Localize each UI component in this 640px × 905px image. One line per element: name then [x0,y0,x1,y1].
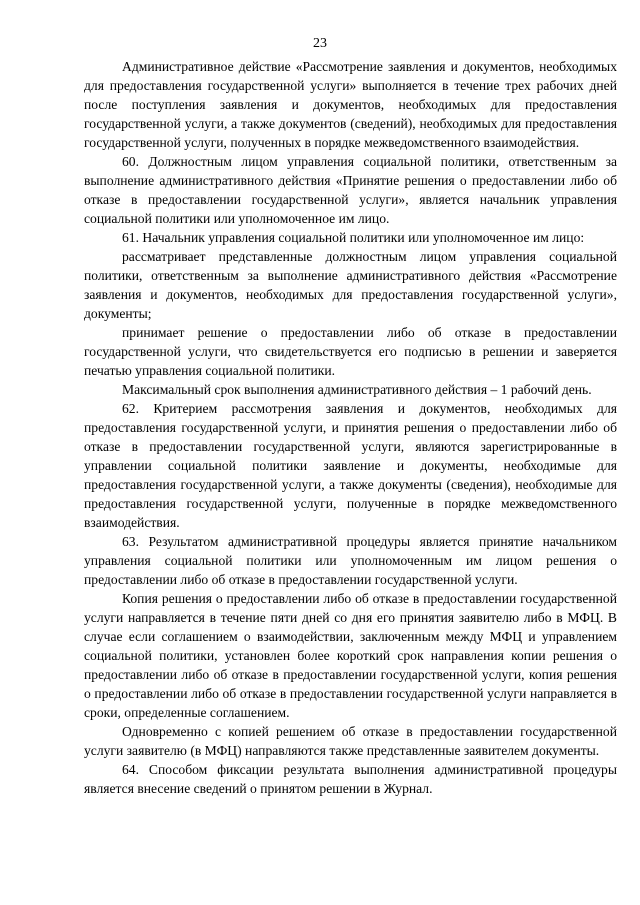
paragraph-review-action: Административное действие «Рассмотрение заявления и документов, необходимых для предоставления государственной услуги» выполняется в течение трех рабочих дней после поступления заявления и документов, необходимых для предоставления государственной услуги, а также документов (сведений), необходимых для предоставления государственной услуги, полученных в порядке межведомственного взаимодействия. [84,59,617,150]
paragraph-63: 63. Результатом административной процедуры является принятие начальником управления социальной политики или уполномоченным им лицом решения о предоставлении либо об отказе в предоставлении государственной услуги. [84,534,617,587]
paragraph-64: 64. Способом фиксации результата выполнения административной процедуры является внесение сведений о принятом решении в Журнал. [84,762,617,796]
paragraph-max-term: Максимальный срок выполнения административного действия – 1 рабочий день. [122,382,592,397]
paragraph-60: 60. Должностным лицом управления социальной политики, ответственным за выполнение административного действия «Принятие решения о предоставлении либо об отказе в предоставлении государственной услуги», является начальник управления социальной политики или уполномоченное им лицо. [84,154,617,226]
paragraph-61-item-decides: принимает решение о предоставлении либо об отказе в предоставлении государственной услуги, что свидетельствуется его подписью в решении и заверяется печатью управления социальной политики. [84,325,617,378]
paragraph-return-documents: Одновременно с копией решением об отказе в предоставлении государственной услуги заявителю (в МФЦ) направляются также представленные заявителем документы. [84,724,617,758]
paragraph-62: 62. Критерием рассмотрения заявления и документов, необходимых для предоставления государственной услуги, и принятия решения о предоставлении либо об отказе в предоставлении государственной услуги, являются зарегистрированные в управлении социальной политики заявление и документы, необходимые для предоставления государственной услуги, а также документы (сведения), необходимые для предоставления государственной услуги, полученные в порядке межведомственного взаимодействия. [84,401,617,530]
page-number: 23 [313,36,327,51]
paragraph-61: 61. Начальник управления социальной политики или уполномоченное им лицо: [122,230,585,245]
document-body [84,57,617,798]
paragraph-decision-copy: Копия решения о предоставлении либо об отказе в предоставлении государственной услуги направляется в течение пяти дней со дня его принятия заявителю либо в МФЦ. В случае если соглашением о взаимодействии, заключенным между МФЦ и управлением социальной политики, установлен более короткий срок направления копии решения о предоставлении либо об отказе в предоставлении государственной услуги, копия решения о предоставлении либо об отказе в предоставлении государственной услуги направляется в сроки, определенные соглашением. [84,591,617,720]
paragraph-61-item-reviews: рассматривает представленные должностным лицом управления социальной политики, ответственным за выполнение административного действия «Рассмотрение заявления и документов, необходимых для предоставления государственной услуги», документы; [84,249,617,321]
